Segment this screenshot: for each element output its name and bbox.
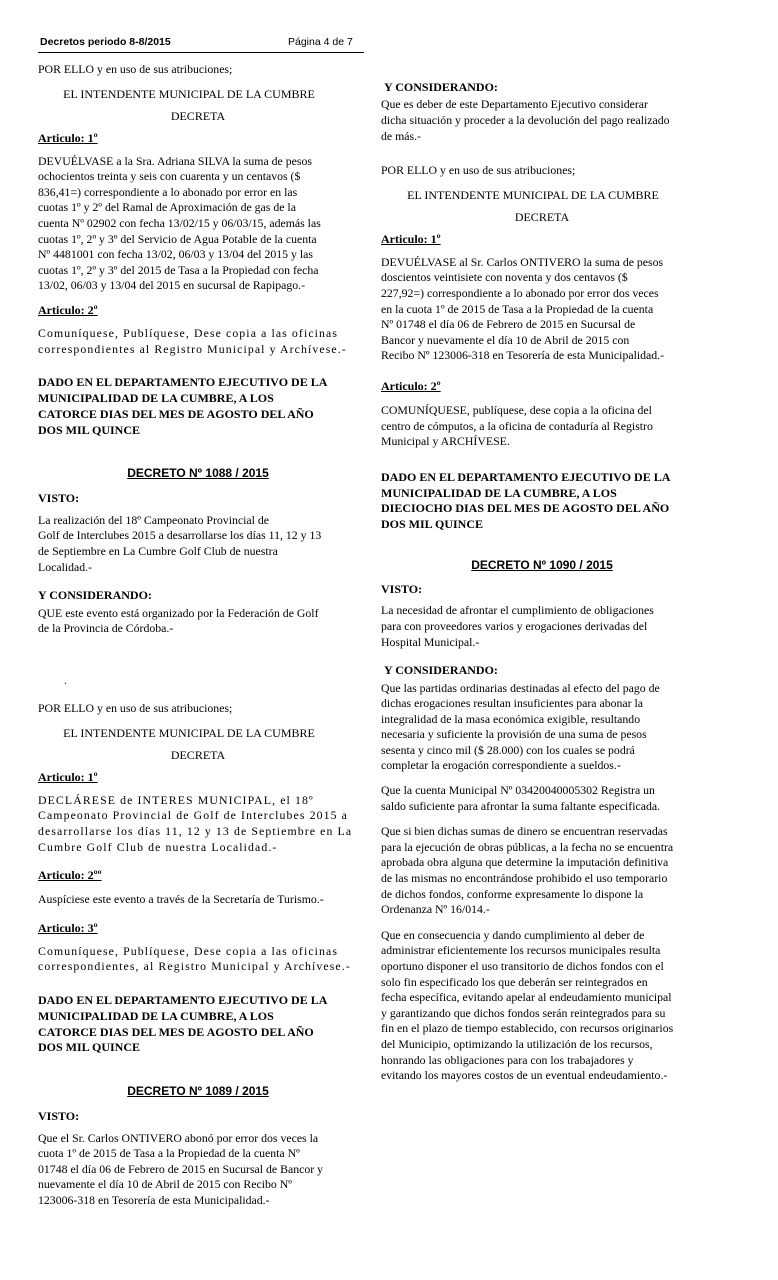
text-line: DOS MIL QUINCE bbox=[38, 422, 141, 437]
considerando-r2-body bbox=[381, 681, 703, 775]
text-line: solo fin especificado los que deberán ser reintegrados en bbox=[381, 974, 648, 989]
text-line: de las mismas no encontrándose prohibido el uso temporario bbox=[381, 871, 668, 886]
article-1-body bbox=[38, 154, 358, 294]
visto-heading-r: VISTO: bbox=[381, 581, 423, 596]
text-line: Que el Sr. Carlos ONTIVERO abonó por error dos veces la bbox=[38, 1130, 319, 1145]
text-line: Comuníquese, Publíquese, Dese copia a las oficinas bbox=[38, 943, 339, 958]
considerando-1088-body bbox=[38, 606, 358, 637]
text-line: 01748 el día 06 de Febrero de 2015 en Sucursal de Bancor y bbox=[38, 1161, 324, 1176]
article-1b-title: Articulo: 1º bbox=[38, 769, 98, 784]
text-line: saldo suficiente para afrontar la suma faltante especificada. bbox=[381, 798, 661, 813]
visto-heading-2: VISTO: bbox=[38, 1109, 80, 1124]
text-line: MUNICIPALIDAD DE LA CUMBRE, A LOS bbox=[381, 485, 617, 500]
text-line: DADO EN EL DEPARTAMENTO EJECUTIVO DE LA bbox=[38, 375, 328, 390]
considerando-r4-body bbox=[381, 824, 703, 918]
considerando-heading-r: Y CONSIDERANDO: bbox=[384, 80, 498, 94]
text-line: Que en consecuencia y dando cumplimiento al deber de bbox=[381, 927, 645, 942]
text-line: Hospital Municipal.- bbox=[381, 634, 480, 649]
page-header bbox=[38, 36, 364, 53]
article-3b-title: Articulo: 3º bbox=[38, 920, 98, 935]
left-column bbox=[38, 62, 358, 1209]
text-line: centro de cómputos, a la oficina de contaduría al Registro bbox=[381, 418, 653, 433]
article-1b-body bbox=[38, 793, 358, 855]
text-line: desarrollarse los días 11, 12 y 13 de Septiembre en La bbox=[38, 824, 353, 839]
text-line: DADO EN EL DEPARTAMENTO EJECUTIVO DE LA bbox=[381, 469, 671, 484]
text-line: Nº 4481001 con fecha 13/02, 06/03 y 13/04 del 2015 y las bbox=[38, 247, 313, 262]
page-number: Página 4 de 7 bbox=[288, 36, 353, 48]
text-line: del Municipio, optimizando la utilización de los recursos, bbox=[381, 1036, 653, 1051]
text-line: 227,92=) correspondiente a lo abonado por error dos veces bbox=[381, 285, 659, 300]
text-line: necesaria y suficiente la provisión de una suma de pesos bbox=[381, 727, 647, 742]
text-line: aprobada obra alguna que determine la imputación definitiva bbox=[381, 855, 669, 870]
article-2-body bbox=[38, 326, 358, 357]
text-line: evitando los mayores costos de un eventual endeudamiento.- bbox=[381, 1068, 668, 1083]
por-ello: POR ELLO y en uso de sus atribuciones; bbox=[38, 62, 233, 76]
text-line: Municipal y ARCHÍVESE. bbox=[381, 434, 510, 449]
text-line: Que es deber de este Departamento Ejecutivo considerar bbox=[381, 97, 648, 112]
text-line: Localidad.- bbox=[38, 559, 93, 574]
text-line: 123006-318 en Tesorería de esta Municipalidad.- bbox=[38, 1193, 270, 1207]
article-1-body-r bbox=[381, 255, 703, 364]
article-2-body-r bbox=[381, 403, 703, 450]
text-line: honrando las obligaciones para con los trabajadores y bbox=[381, 1052, 634, 1067]
text-line: DEVUÉLVASE a la Sra. Adriana SILVA la suma de pesos bbox=[38, 153, 312, 168]
text-line: cuotas 1º y 2º del Ramal de Aproximación de gas de la bbox=[38, 200, 296, 215]
decreta-heading: DECRETA bbox=[170, 108, 226, 123]
text-line: de dichos fondos, conforme expresamente lo dispone la bbox=[381, 886, 644, 901]
text-line: DOS MIL QUINCE bbox=[381, 517, 484, 532]
text-line: 836,41=) correspondiente a lo abonado por error en las bbox=[38, 184, 298, 199]
text-line: COMUNÍQUESE, publíquese, dese copia a la oficina del bbox=[381, 402, 652, 417]
considerando-r-body bbox=[381, 97, 703, 144]
text-line: cuotas 1º, 2º y 3º del 2015 de Tasa a la Propiedad con fecha bbox=[38, 262, 319, 277]
header-title: Decretos periodo 8-8/2015 bbox=[40, 36, 171, 48]
dado-block-r bbox=[381, 470, 703, 533]
text-line: nuevamente el día 10 de Abril de 2015 con Recibo Nº bbox=[38, 1177, 292, 1192]
por-ello-2: POR ELLO y en uso de sus atribuciones; bbox=[38, 701, 233, 716]
text-line: Ordenanza Nº 16/014.- bbox=[381, 902, 490, 917]
text-line: completar la erogación correspondiente a sueldos.- bbox=[381, 758, 621, 773]
text-line: CATORCE DIAS DEL MES DE AGOSTO DEL AÑO bbox=[38, 1024, 314, 1039]
text-line: Recibo Nº 123006-318 en Tesorería de esta Municipalidad.- bbox=[381, 348, 665, 363]
text-line: MUNICIPALIDAD DE LA CUMBRE, A LOS bbox=[38, 390, 274, 405]
text-line: fecha específica, evitando apelar al endeudamiento municipal bbox=[381, 990, 672, 1005]
decreto-1089-title: DECRETO Nº 1089 / 2015 bbox=[127, 1084, 269, 1099]
text-line: CATORCE DIAS DEL MES DE AGOSTO DEL AÑO bbox=[38, 406, 314, 421]
text-line: oportuno disponer el uso transitorio de dichos fondos con el bbox=[381, 959, 664, 973]
text-line: en la cuota 1º de 2015 de Tasa a la Propiedad de la cuenta bbox=[381, 301, 654, 316]
text-line: dichas erogaciones resultan insuficientes para abonar la bbox=[381, 696, 644, 711]
text-line: DIECIOCHO DIAS DEL MES DE AGOSTO DEL AÑO bbox=[381, 501, 670, 516]
text-line: sesenta y cinco mil ($ 28.000) con los cuales se podrá bbox=[381, 742, 635, 757]
article-2b-title: Articulo: 2ºº bbox=[38, 868, 102, 883]
article-1-title: Articulo: 1º bbox=[38, 130, 98, 145]
text-line: DOS MIL QUINCE bbox=[38, 1040, 141, 1055]
text-line: correspondientes al Registro Municipal y Archívese.- bbox=[38, 341, 347, 356]
text-line: DADO EN EL DEPARTAMENTO EJECUTIVO DE LA bbox=[38, 993, 328, 1008]
intendente-heading: EL INTENDENTE MUNICIPAL DE LA CUMBRE bbox=[63, 86, 315, 101]
considerando-r3-body bbox=[381, 783, 703, 814]
text-line: de la Provincia de Córdoba.- bbox=[38, 621, 174, 636]
text-line: La necesidad de afrontar el cumplimiento de obligaciones bbox=[381, 603, 654, 618]
text-line: Golf de Interclubes 2015 a desarrollarse los días 11, 12 y 13 bbox=[38, 528, 322, 543]
text-line: y garantizando que dichos fondos serán reintegrados para su bbox=[381, 1005, 666, 1020]
text-line: correspondientes, al Registro Municipal y Archívese.- bbox=[38, 959, 351, 974]
text-line: Comuníquese, Publíquese, Dese copia a las oficinas bbox=[38, 325, 339, 340]
text-line: fin en el plazo de tiempo establecido, con recursos originarios bbox=[381, 1021, 674, 1036]
text-line: QUE este evento está organizado por la Federación de Golf bbox=[38, 605, 319, 620]
decreta-heading-r: DECRETA bbox=[514, 209, 570, 224]
text-line: Campeonato Provincial de Golf de Interclubes 2015 a bbox=[38, 808, 348, 823]
stray-dot: . bbox=[64, 672, 67, 687]
visto-1089-body bbox=[38, 1131, 358, 1209]
decreta-heading-2: DECRETA bbox=[170, 747, 226, 762]
text-line: para la ejecución de obras públicas, a la fecha no se encuentra bbox=[381, 839, 674, 854]
considerando-r5-body bbox=[381, 928, 703, 1084]
text-line: administrar eficientemente los recursos municipales resulta bbox=[381, 943, 661, 958]
text-line: de Septiembre en La Cumbre Golf Club de nuestra bbox=[38, 543, 278, 558]
text-line: Nº 01748 el día 06 de Febrero de 2015 en Sucursal de bbox=[381, 317, 636, 332]
text-line: dicha situación y proceder a la devolución del pago realizado bbox=[381, 113, 670, 127]
dado-block-2 bbox=[38, 993, 358, 1056]
text-line: ochocientos treinta y seis con cuarenta y un centavos ($ bbox=[38, 169, 301, 184]
article-2-title: Articulo: 2º bbox=[38, 302, 98, 317]
text-line: Que la cuenta Municipal Nº 03420040005302 Registra un bbox=[381, 783, 655, 798]
text-line: de más.- bbox=[381, 128, 421, 143]
visto-1088-body bbox=[38, 513, 358, 575]
text-line: para con proveedores varios y erogaciones derivadas del bbox=[381, 618, 648, 633]
text-line: Que las partidas ordinarias destinadas al efecto del pago de bbox=[381, 680, 660, 695]
article-1-title-r: Articulo: 1º bbox=[381, 231, 441, 246]
text-line: DECLÁRESE de INTERES MUNICIPAL, el 18º bbox=[38, 792, 314, 807]
text-line: doscientos veintisiete con noventa y dos centavos ($ bbox=[381, 270, 628, 285]
article-3b-body bbox=[38, 944, 358, 975]
text-line: MUNICIPALIDAD DE LA CUMBRE, A LOS bbox=[38, 1008, 274, 1023]
text-line: Bancor y nuevamente el día 10 de Abril de 2015 con bbox=[381, 332, 630, 347]
text-line: Que si bien dichas sumas de dinero se encuentran reservadas bbox=[381, 824, 668, 839]
por-ello-r: POR ELLO y en uso de sus atribuciones; bbox=[381, 163, 576, 178]
text-line: Cumbre Golf Club de nuestra Localidad.- bbox=[38, 839, 278, 854]
intendente-heading-2: EL INTENDENTE MUNICIPAL DE LA CUMBRE bbox=[63, 725, 315, 740]
decreto-1088-title: DECRETO Nº 1088 / 2015 bbox=[127, 466, 269, 481]
dado-block-1 bbox=[38, 375, 358, 438]
considerando-heading: Y CONSIDERANDO: bbox=[38, 588, 152, 603]
text-line: integralidad de la masa económica exigible, resultando bbox=[381, 711, 641, 726]
text-line: Auspíciese este evento a través de la Secretaría de Turismo.- bbox=[38, 892, 324, 907]
text-line: DEVUÉLVASE al Sr. Carlos ONTIVERO la suma de pesos bbox=[381, 254, 664, 269]
right-column bbox=[381, 80, 703, 1084]
text-line: cuota 1º de 2015 de Tasa a la Propiedad de la cuenta Nº bbox=[38, 1146, 300, 1161]
decreto-1090-title: DECRETO Nº 1090 / 2015 bbox=[471, 557, 613, 572]
text-line: cuenta Nº 02902 con fecha 13/02/15 y 06/03/15, además las bbox=[38, 215, 321, 230]
text-line: La realización del 18º Campeonato Provincial de bbox=[38, 512, 269, 527]
text-line: 13/02, 06/03 y 13/04 del 2015 en sucursal de Rapipago.- bbox=[38, 278, 306, 293]
intendente-heading-r: EL INTENDENTE MUNICIPAL DE LA CUMBRE bbox=[407, 187, 659, 202]
considerando-heading-r2: Y CONSIDERANDO: bbox=[384, 663, 498, 678]
article-2b-body bbox=[38, 892, 358, 908]
text-line: cuotas 1º, 2º y 3º del Servicio de Agua Potable de la cuenta bbox=[38, 231, 317, 246]
visto-r-body bbox=[381, 603, 703, 650]
article-2-title-r: Articulo: 2º bbox=[381, 378, 441, 393]
visto-heading: VISTO: bbox=[38, 491, 80, 506]
